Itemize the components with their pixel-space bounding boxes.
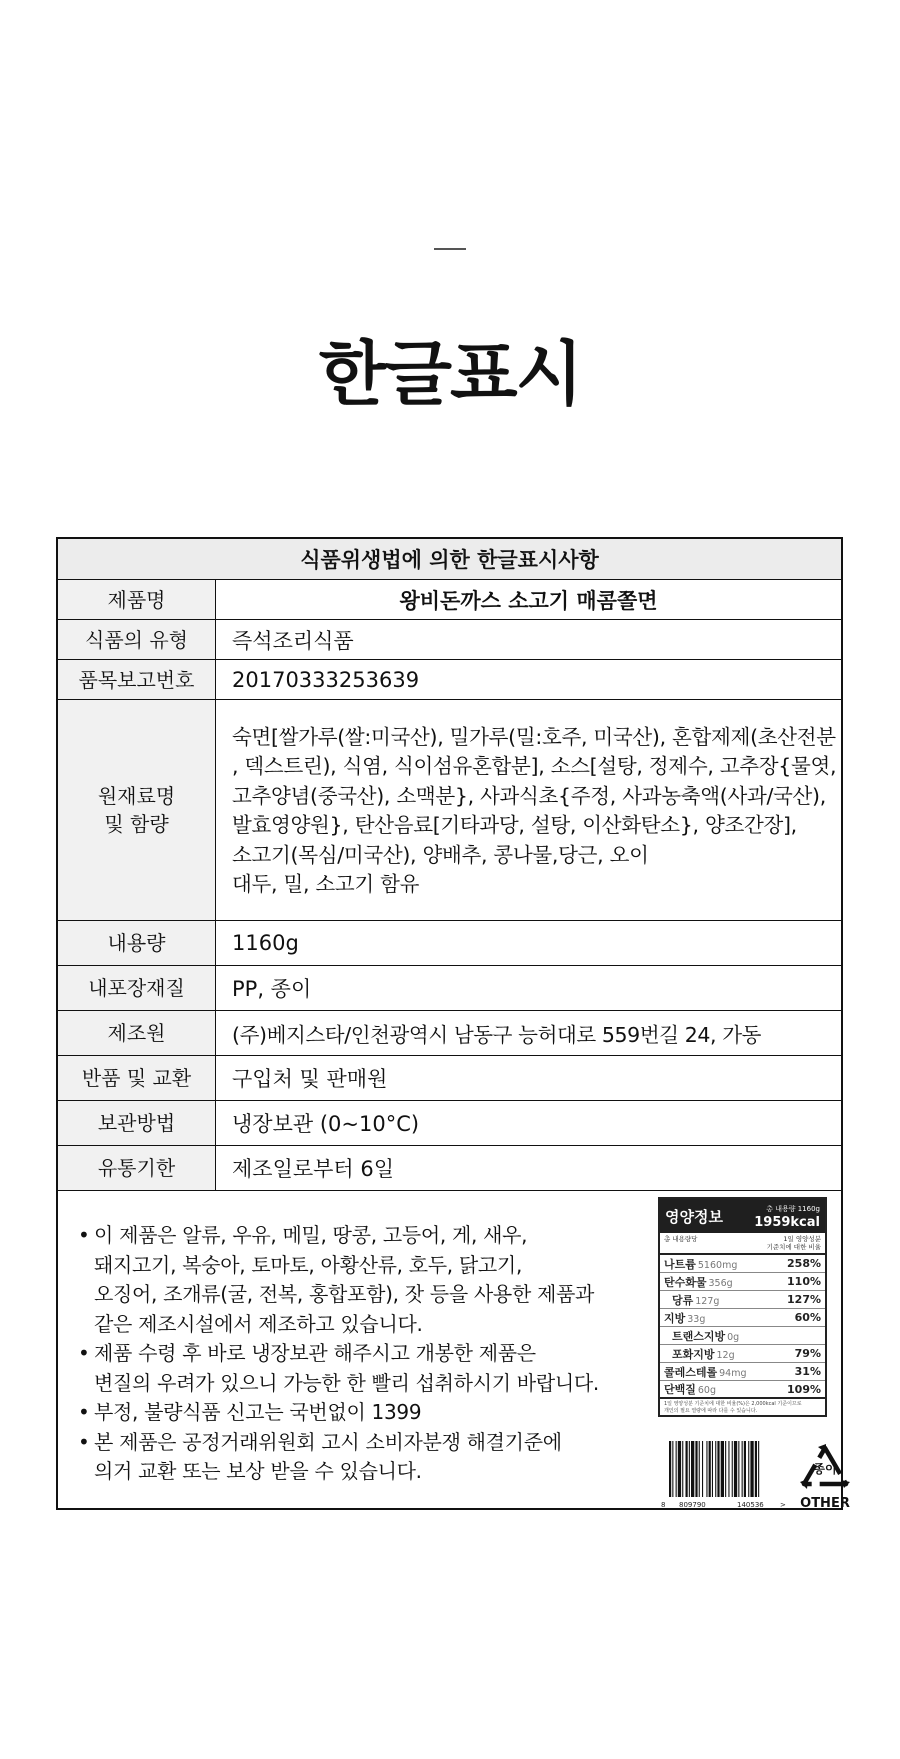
nutrition-sub-right: 기준치에 대한 비율 [766,1243,821,1251]
note-line: • 제품 수령 후 바로 냉장보관 해주시고 개봉한 제품은 [94,1341,536,1365]
row-value: 냉장보관 (0~10°C) [232,1112,420,1136]
row-net-content [58,921,841,966]
nutrition-subheader [660,1233,825,1255]
nutrition-row: 탄수화물 356g 110% [660,1273,825,1291]
nutrition-total: 총 내용량 1160g [766,1205,820,1213]
note-item [78,1339,658,1398]
nutrition-sub-left: 총 내용량당 [664,1235,698,1243]
row-value: 왕비돈까스 소고기 매콤쫄면 [399,588,658,613]
ingredients-line: 대두, 밀, 소고기 함유 [232,872,420,896]
row-key: 식품의 유형 [58,620,216,659]
nutrition-facts-panel [658,1197,827,1417]
row-key: 제품명 [58,580,216,619]
nutrition-row: 당류 127g 127% [660,1291,825,1309]
row-storage [58,1101,841,1146]
ingredients-key-line: 및 함량 [104,812,169,836]
note-item [78,1398,658,1428]
nutrition-sub-right: 1일 영양성분 [783,1235,821,1243]
row-ingredients [58,700,841,921]
row-returns [58,1056,841,1101]
ingredients-line: 소고기(목심/미국산), 양배추, 콩나물,당근, 오이 [232,842,649,867]
row-value: 20170333253639 [232,667,420,692]
row-key: 내용량 [58,921,216,965]
barcode-digit: 140536 [737,1501,764,1509]
ingredients-key-line: 원재료명 [97,784,176,808]
row-expiry [58,1146,841,1191]
row-product-name [58,580,841,620]
nutrition-row: 트랜스지방 0g [660,1327,825,1345]
row-value: 구입처 및 판매원 [232,1067,388,1091]
title-dash [434,248,466,250]
note-item [78,1221,658,1339]
recycle-mark [798,1444,852,1510]
row-report-number [58,660,841,700]
row-packaging [58,966,841,1011]
note-line: • 부정, 불량식품 신고는 국번없이 1399 [94,1400,422,1424]
row-key: 보관방법 [58,1101,216,1145]
row-value: (주)베지스타/인천광역시 남동구 능허대로 559번길 24, 가동 [232,1023,762,1047]
nutrition-row: 나트륨 5160mg 258% [660,1255,825,1273]
row-manufacturer [58,1011,841,1056]
note-line: • 이 제품은 알류, 우유, 메밀, 땅콩, 고등어, 게, 새우, [94,1223,528,1247]
nutrition-footnote: 1일 영양성분 기준치에 대한 비율(%)은 2,000kcal 기준이므로 개인의 필요 열량에 따라 다를 수 있습니다. [664,1401,802,1414]
nutrition-header [660,1199,825,1233]
barcode-digit: 809790 [679,1501,706,1509]
food-label-table [56,537,850,1511]
barcode-icon [665,1441,785,1499]
note-line: 오징어, 조개류(굴, 전복, 홍합포함), 잣 등을 사용한 제품과 [94,1282,595,1306]
row-value: 1160g [232,931,299,955]
ingredients-line: 숙면[쌀가루(쌀:미국산), 밀가루(밀:호주, 미국산), 혼합제제(초산전분 [232,724,836,749]
barcode [661,1441,786,1509]
row-value: PP, 종이 [232,977,312,1001]
note-line: 변질의 우려가 있으니 가능한 한 빨리 섭취하시기 바랍니다. [94,1370,599,1395]
barcode-digit: 8 [661,1501,666,1509]
ingredients-line: , 덱스트린), 식염, 식이섬유혼합분], 소스[설탕, 정제수, 고추장{물엿, [232,754,837,778]
table-header: 식품위생법에 의한 한글표시사항 [58,539,841,580]
nutrition-row: 단백질 60g 109% [660,1381,825,1399]
ingredients-line: 고추양념(중국산), 소맥분}, 사과식초{주정, 사과농축액(사과/국산), [232,783,826,808]
row-key: 제조원 [58,1011,216,1055]
note-item [78,1428,658,1487]
notes-section [58,1191,850,1518]
nutrition-kcal: 1959kcal [754,1215,820,1230]
notes-list [78,1221,658,1487]
recycle-material: 종이 [813,1462,837,1476]
row-value [216,700,841,920]
row-key: 내포장재질 [58,966,216,1010]
barcode-digit: > [780,1501,786,1509]
row-value: 즉석조리식품 [232,628,354,653]
nutrition-row: 지방 33g 60% [660,1309,825,1327]
ingredients-line: 발효영양원}, 탄산음료[기타과당, 설탕, 이산화탄소}, 양조간장], [232,813,797,837]
nutrition-row: 포화지방 12g 79% [660,1345,825,1363]
row-key [58,700,216,920]
note-line: 같은 제조시설에서 제조하고 있습니다. [94,1311,423,1336]
row-food-type [58,620,841,660]
row-key: 반품 및 교환 [58,1056,216,1100]
row-value: 제조일로부터 6일 [232,1157,395,1181]
note-line: 돼지고기, 복숭아, 토마토, 아황산류, 호두, 닭고기, [94,1252,523,1277]
recycle-other-label: OTHER [800,1496,850,1511]
note-line: 의거 교환 또는 보상 받을 수 있습니다. [94,1459,422,1483]
nutrition-row: 콜레스테롤 94mg 31% [660,1363,825,1381]
row-key: 유통기한 [58,1146,216,1190]
row-key: 품목보고번호 [58,660,216,699]
note-line: • 본 제품은 공정거래위원회 고시 소비자분쟁 해결기준에 [94,1429,562,1454]
page-title: 한글표시 [318,333,582,415]
nutrition-title: 영양정보 [665,1207,723,1226]
